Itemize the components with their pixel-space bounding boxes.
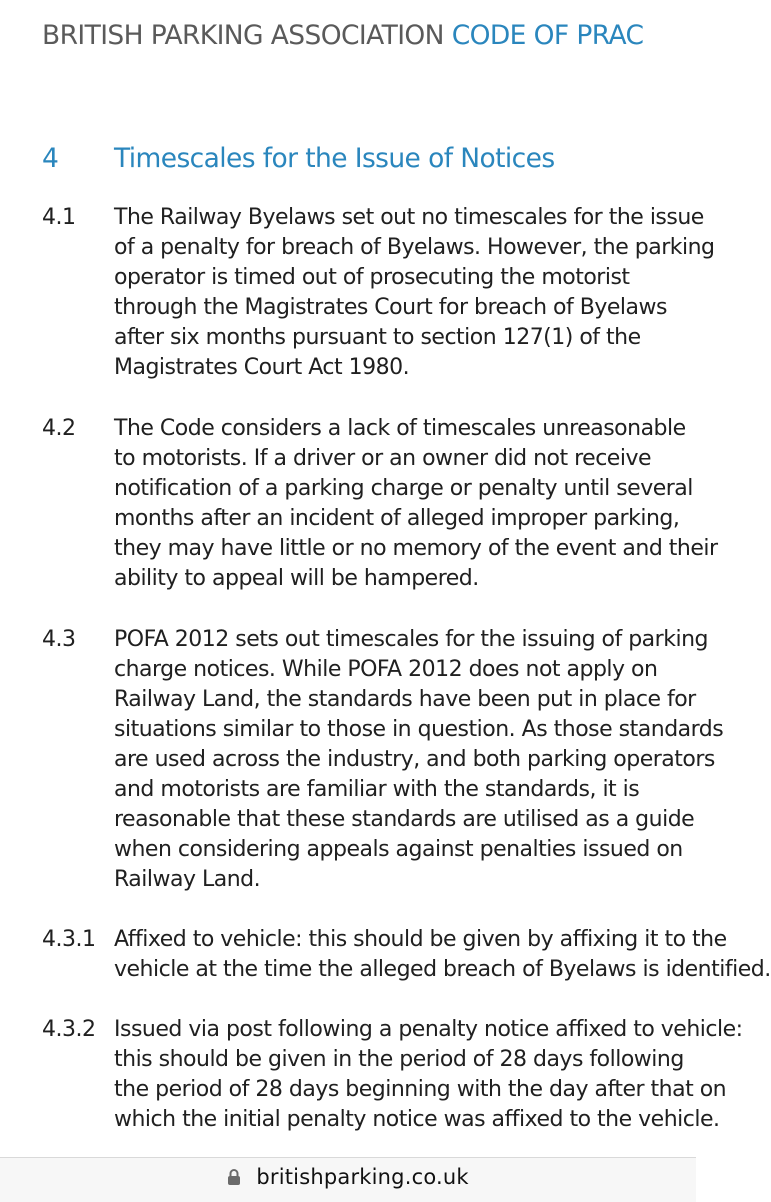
- paragraph-number: 4.3.1: [42, 927, 96, 952]
- section-title: Timescales for the Issue of Notices: [114, 143, 555, 174]
- paragraph-text: [114, 414, 718, 594]
- paragraph-line: the period of 28 days beginning with the day after that on: [114, 1077, 727, 1102]
- paragraph-line: charge notices. While POFA 2012 does not apply on: [114, 657, 658, 682]
- paragraph-line: they may have little or no memory of the event and their: [114, 536, 718, 561]
- lock-icon: [227, 1168, 241, 1186]
- paragraph-line: situations similar to those in question. As those standards: [114, 717, 724, 742]
- paragraph-line: when considering appeals against penalties issued on: [114, 837, 683, 862]
- paragraph-line: Railway Land.: [114, 867, 261, 892]
- paragraph-line: reasonable that these standards are utilised as a guide: [114, 807, 695, 832]
- paragraph-text: [114, 203, 715, 383]
- paragraph-number: 4.3: [42, 627, 76, 652]
- paragraph-number: 4.1: [42, 205, 76, 230]
- paragraph-line: POFA 2012 sets out timescales for the issuing of parking: [114, 627, 708, 652]
- document-header: [42, 18, 696, 54]
- paragraph-line: after six months pursuant to section 127(1) of the: [114, 325, 641, 350]
- url-display[interactable]: [0, 1165, 696, 1195]
- paragraph-line: of a penalty for breach of Byelaws. However, the parking: [114, 235, 715, 260]
- section-number: 4: [42, 143, 59, 174]
- paragraph-line: are used across the industry, and both parking operators: [114, 747, 715, 772]
- paragraph-line: operator is timed out of prosecuting the motorist: [114, 265, 630, 290]
- paragraph-line: through the Magistrates Court for breach of Byelaws: [114, 295, 667, 320]
- url-text: britishparking.co.uk: [256, 1165, 469, 1189]
- paragraph-line: Affixed to vehicle: this should be given by affixing it to the: [114, 927, 727, 952]
- paragraph-text: [114, 925, 771, 985]
- header-doc-title: CODE OF PRAC: [451, 20, 644, 51]
- paragraph-line: vehicle at the time the alleged breach of Byelaws is identified.: [114, 957, 771, 982]
- paragraph-line: this should be given in the period of 28 days following: [114, 1047, 684, 1072]
- paragraph-line: months after an incident of alleged improper parking,: [114, 506, 680, 531]
- paragraph-line: to motorists. If a driver or an owner did not receive: [114, 446, 652, 471]
- paragraph-line: which the initial penalty notice was affixed to the vehicle.: [114, 1107, 720, 1132]
- browser-address-bar[interactable]: [0, 1157, 696, 1202]
- paragraph-text: [114, 1015, 743, 1135]
- header-org-name: BRITISH PARKING ASSOCIATION: [42, 20, 444, 51]
- paragraph-line: Magistrates Court Act 1980.: [114, 355, 410, 380]
- paragraph-number: 4.2: [42, 416, 76, 441]
- paragraph-line: The Railway Byelaws set out no timescales for the issue: [114, 205, 704, 230]
- paragraph-line: and motorists are familiar with the standards, it is: [114, 777, 640, 802]
- paragraph-line: notification of a parking charge or penalty until several: [114, 476, 693, 501]
- paragraph-line: Railway Land, the standards have been put in place for: [114, 687, 696, 712]
- paragraph-line: Issued via post following a penalty notice affixed to vehicle:: [114, 1017, 743, 1042]
- paragraph-line: ability to appeal will be hampered.: [114, 566, 479, 591]
- paragraph-line: The Code considers a lack of timescales unreasonable: [114, 416, 686, 441]
- paragraph-number: 4.3.2: [42, 1017, 96, 1042]
- paragraph-text: [114, 625, 724, 895]
